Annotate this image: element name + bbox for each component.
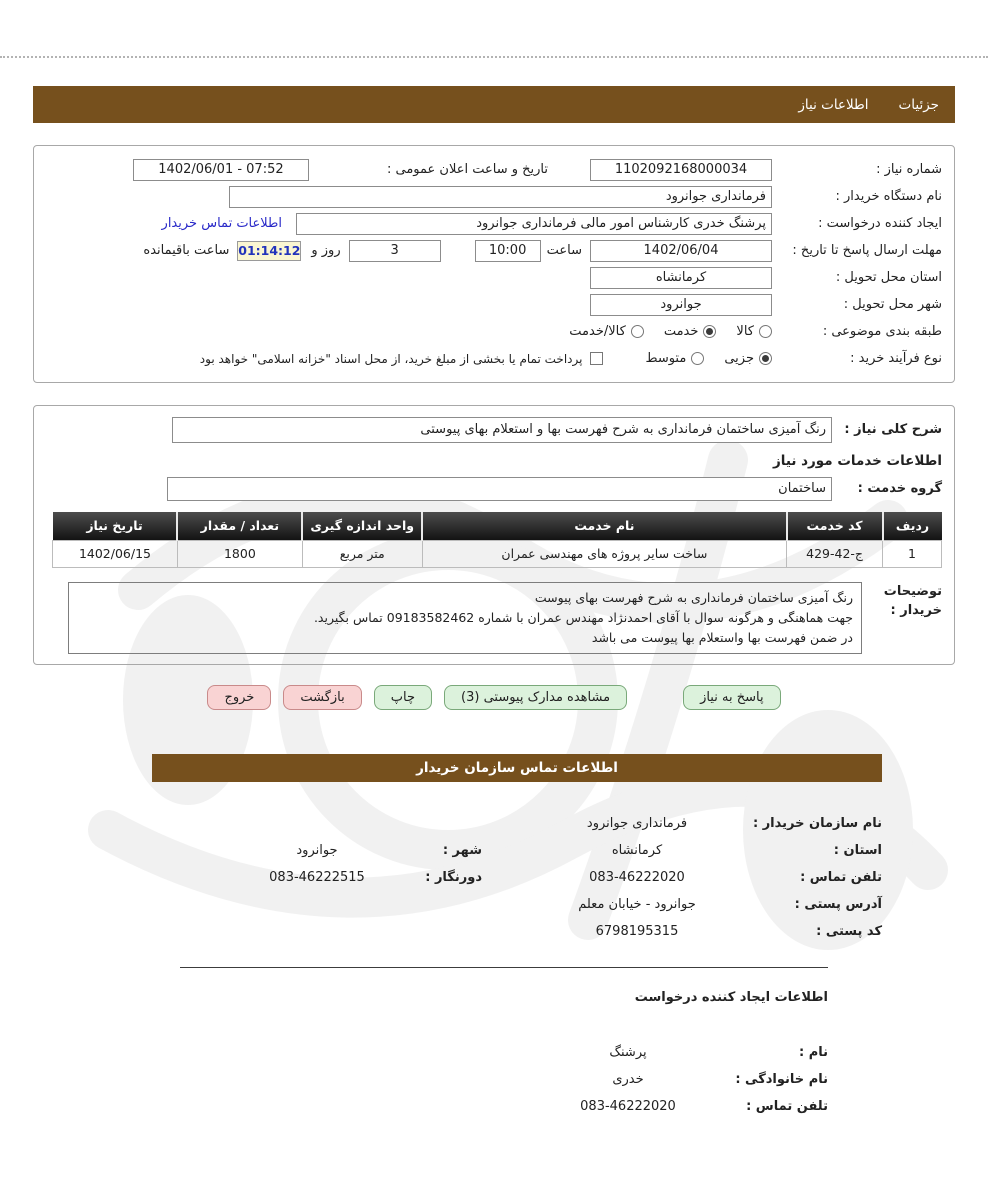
announce-datetime-label: تاریخ و ساعت اعلان عمومی :	[386, 162, 548, 177]
services-table	[52, 512, 942, 568]
contact-city-value: جوانرود	[296, 842, 338, 858]
creator-phone-label: تلفن تماس :	[746, 1098, 828, 1114]
category-option-goods-service	[569, 324, 644, 339]
buyer-notes-line-1: رنگ آمیزی ساختمان فرمانداری به شرح فهرست بهای پیوست	[534, 589, 853, 605]
required-services-heading: اطلاعات خدمات مورد نیاز	[772, 453, 942, 469]
medium-radio[interactable]	[691, 352, 704, 365]
category-option-goods	[736, 324, 772, 339]
contact-province-value: کرمانشاه	[611, 842, 663, 858]
postal-address-value: جوانرود - خیابان معلم	[578, 896, 696, 912]
postal-code-value: 6798195315	[595, 923, 679, 939]
creator-first-name-label: نام :	[798, 1044, 828, 1060]
col-row-index: ردیف	[883, 512, 942, 540]
need-number-field[interactable]: 1102092168000034	[590, 159, 772, 181]
buyer-contact-header-bar: اطلاعات تماس سازمان خریدار	[152, 754, 882, 782]
goods-radio[interactable]	[759, 325, 772, 338]
service-group-field[interactable]: ساختمان	[167, 477, 832, 501]
tab-details[interactable]: جزئیات	[898, 96, 939, 113]
goods-service-radio-label: کالا/خدمت	[569, 324, 626, 339]
action-buttons-row	[0, 685, 988, 710]
creator-last-name-row	[152, 1070, 828, 1089]
deadline-hour-label: ساعت	[546, 243, 582, 258]
buyer-org-label: نام دستگاه خریدار :	[835, 189, 942, 204]
creator-phone-row	[152, 1097, 828, 1116]
need-number-row	[46, 156, 942, 183]
contact-city-label: شهر :	[442, 842, 482, 858]
postal-code-row	[152, 922, 882, 941]
deadline-days-field[interactable]: 3	[349, 240, 441, 262]
org-name-label: نام سازمان خریدار :	[752, 815, 882, 831]
deadline-row	[46, 237, 942, 264]
section-divider-line	[180, 967, 828, 968]
request-creator-heading: اطلاعات ایجاد کننده درخواست	[634, 989, 828, 1005]
services-table-header-row	[53, 512, 942, 540]
purchase-process-label: نوع فرآیند خرید :	[850, 351, 942, 366]
delivery-city-field[interactable]: جوانرود	[590, 294, 772, 316]
medium-radio-label: متوسط	[645, 351, 687, 366]
service-group-label: گروه خدمت :	[857, 481, 942, 496]
reply-to-need-button[interactable]: پاسخ به نیاز	[683, 685, 781, 710]
goods-radio-label: کالا	[736, 324, 754, 339]
process-option-medium	[645, 351, 704, 366]
col-service-name: نام خدمت	[422, 512, 786, 540]
buyer-org-row	[46, 183, 942, 210]
buyer-org-field[interactable]: فرمانداری جوانرود	[229, 186, 772, 208]
treasury-checkbox[interactable]	[590, 352, 603, 365]
service-row-name: ساخت سایر پروژه های مهندسی عمران	[422, 540, 786, 567]
buyer-contact-link[interactable]: اطلاعات تماس خریدار	[161, 216, 282, 231]
exit-button[interactable]: خروج	[207, 685, 271, 710]
delivery-city-row	[46, 291, 942, 318]
purchase-process-row	[46, 345, 942, 372]
postal-code-label: کد پستی :	[816, 923, 882, 939]
minor-radio[interactable]	[759, 352, 772, 365]
remaining-time-value: 01:14:12	[237, 241, 301, 261]
province-city-row	[152, 841, 882, 860]
creator-first-name-value: پرشنگ	[609, 1044, 647, 1060]
service-group-row	[46, 475, 942, 502]
col-unit: واحد اندازه گیری	[302, 512, 422, 540]
minor-radio-label: جزیی	[724, 351, 754, 366]
request-creator-row	[46, 210, 942, 237]
need-number-label: شماره نیاز :	[876, 162, 942, 177]
delivery-city-label: شهر محل تحویل :	[843, 297, 942, 312]
service-radio-label: خدمت	[663, 324, 699, 339]
view-attachments-button[interactable]: مشاهده مدارک پیوستی (3)	[444, 685, 627, 710]
service-row	[53, 540, 942, 567]
back-button[interactable]: بازگشت	[283, 685, 361, 710]
postal-address-row	[152, 895, 882, 914]
request-creator-label: ایجاد کننده درخواست :	[818, 216, 942, 231]
top-dotted-divider	[0, 56, 988, 58]
contact-fax-label: دورنگار :	[425, 869, 482, 885]
buyer-contact-section	[152, 814, 882, 1116]
page-header-bar	[33, 86, 955, 123]
contact-fax-value: 083-46222515	[269, 869, 365, 885]
buyer-notes-line-2: جهت هماهنگی و هرگونه سوال با آقای احمدنژاد مهندس عمران با شماره 09183582462 تماس بگیرید.	[313, 609, 853, 625]
buyer-notes-row	[46, 582, 942, 654]
deadline-date-field[interactable]: 1402/06/04	[590, 240, 772, 262]
request-creator-field[interactable]: پرشنگ خدری کارشناس امور مالی فرمانداری جوانرود	[296, 213, 772, 235]
org-name-value: فرمانداری جوانرود	[586, 815, 688, 831]
subject-category-row	[46, 318, 942, 345]
remaining-time-label: ساعت باقیمانده	[143, 243, 230, 258]
service-radio[interactable]	[703, 325, 716, 338]
service-row-qty: 1800	[177, 540, 302, 567]
tab-need-info[interactable]: اطلاعات نیاز	[798, 96, 869, 113]
org-name-row	[152, 814, 882, 833]
print-button[interactable]: چاپ	[374, 685, 432, 710]
category-option-service	[664, 324, 717, 339]
col-service-code: کد خدمت	[787, 512, 883, 540]
need-summary-row	[46, 416, 942, 443]
deadline-label: مهلت ارسال پاسخ تا تاریخ :	[792, 243, 942, 258]
service-row-index: 1	[883, 540, 942, 567]
need-summary-field[interactable]: رنگ آمیزی ساختمان فرمانداری به شرح فهرست بها و استعلام بهای پیوستی	[172, 417, 832, 443]
delivery-province-label: استان محل تحویل :	[835, 270, 942, 285]
contact-phone-label: تلفن تماس :	[800, 869, 882, 885]
need-description-panel	[33, 405, 955, 665]
service-row-unit: متر مربع	[302, 540, 422, 567]
need-summary-label: شرح کلی نیاز :	[844, 422, 942, 437]
need-info-panel	[33, 145, 955, 383]
subject-category-label: طبقه بندی موضوعی :	[822, 324, 942, 339]
delivery-province-row	[46, 264, 942, 291]
col-quantity: تعداد / مقدار	[177, 512, 302, 540]
buyer-notes-line-3: در ضمن فهرست بها واستعلام بها پیوست می باشد	[591, 629, 853, 645]
days-label: روز و	[311, 243, 341, 258]
creator-phone-value: 083-46222020	[580, 1098, 676, 1114]
delivery-province-field[interactable]: کرمانشاه	[590, 267, 772, 289]
contact-phone-value: 083-46222020	[589, 869, 685, 885]
treasury-note: پرداخت تمام یا بخشی از مبلغ خرید، از محل اسناد "خزانه اسلامی" خواهد بود	[199, 351, 583, 366]
announce-datetime-field[interactable]: 1402/06/01 - 07:52	[133, 159, 309, 181]
creator-last-name-label: نام خانوادگی :	[735, 1071, 828, 1087]
process-option-minor	[724, 351, 772, 366]
col-need-date: تاریخ نیاز	[53, 512, 178, 540]
buyer-notes-label: توضیحات خریدار :	[883, 583, 942, 618]
creator-first-name-row	[152, 1043, 828, 1062]
contact-province-label: استان :	[833, 842, 882, 858]
service-row-code: ج-42-429	[787, 540, 883, 567]
goods-service-radio[interactable]	[631, 325, 644, 338]
creator-last-name-value: خدری	[612, 1071, 644, 1087]
buyer-notes-box[interactable]	[68, 582, 862, 654]
postal-address-label: آدرس پستی :	[794, 896, 882, 912]
phone-fax-row	[152, 868, 882, 887]
deadline-time-field[interactable]: 10:00	[475, 240, 541, 262]
service-row-date: 1402/06/15	[53, 540, 178, 567]
